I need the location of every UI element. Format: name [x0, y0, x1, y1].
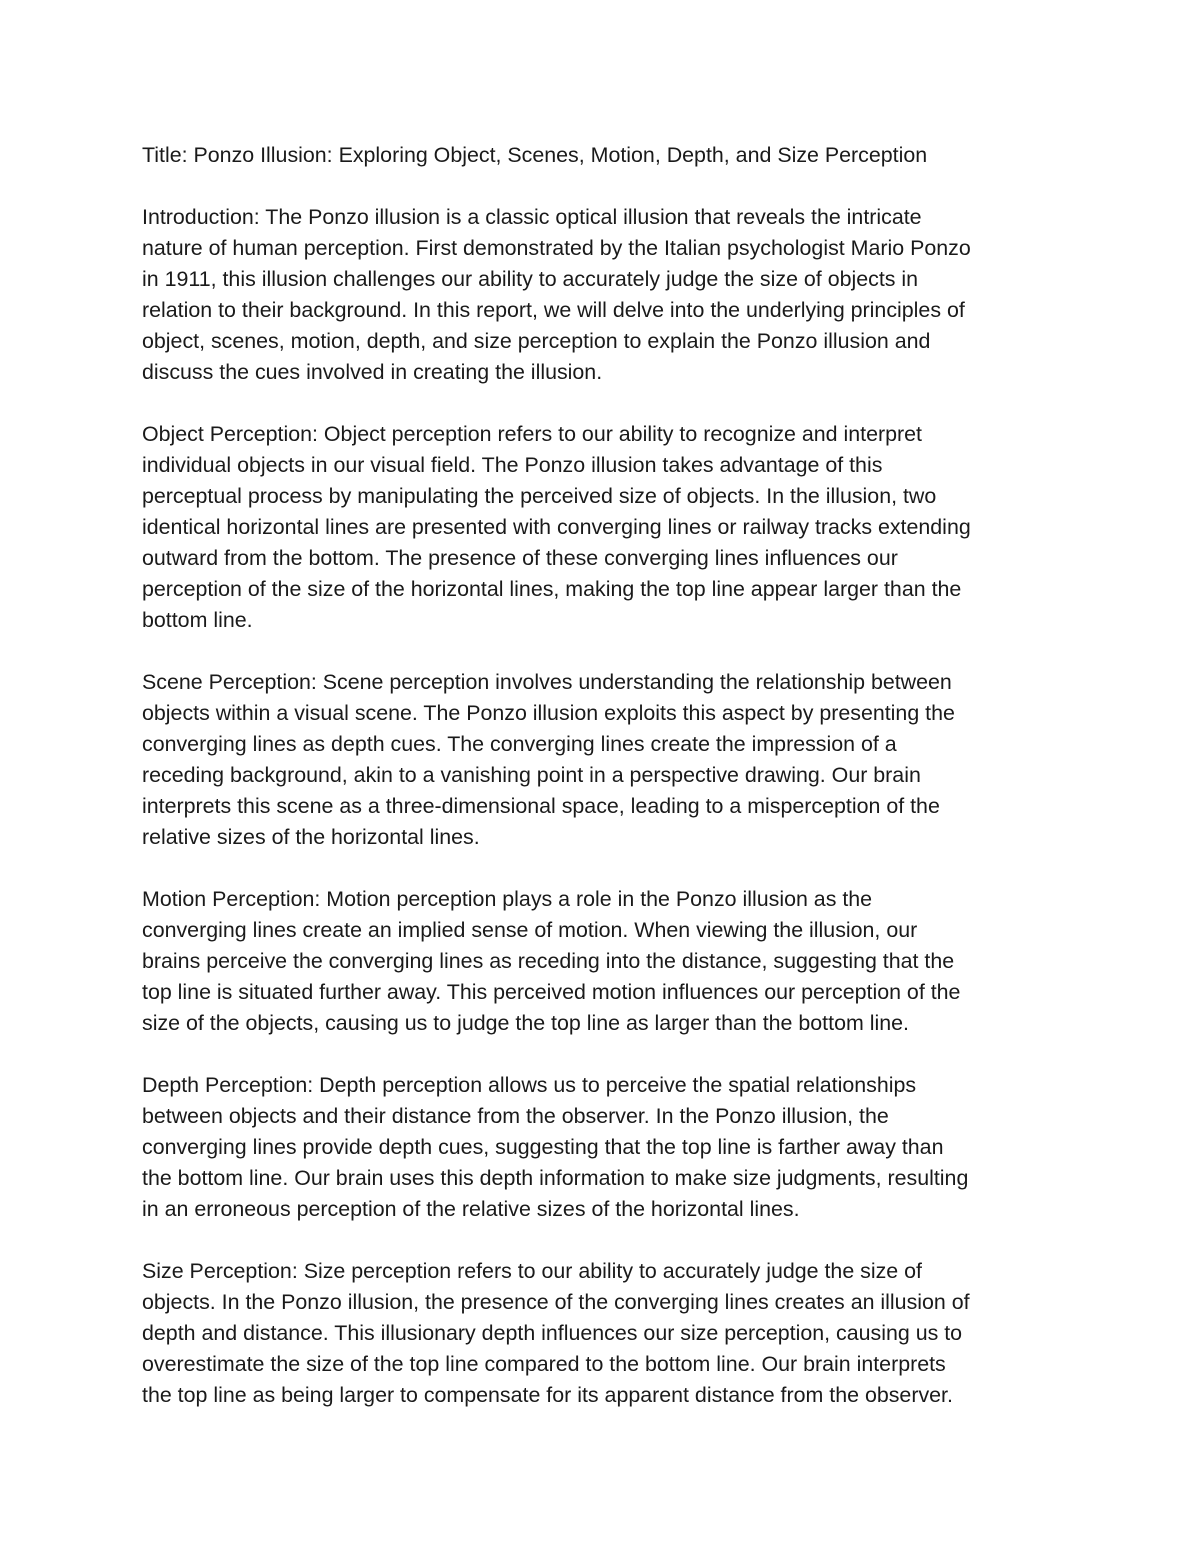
paragraph-line: converging lines provide depth cues, suggesting that the top line is farther away than [142, 1135, 944, 1159]
paragraph-size-perception [142, 1256, 1072, 1411]
paragraph-line: Motion Perception: Motion perception plays a role in the Ponzo illusion as the [142, 887, 873, 911]
paragraph-line: converging lines as depth cues. The converging lines create the impression of a [142, 732, 897, 756]
paragraph-line: nature of human perception. First demonstrated by the Italian psychologist Mario Ponzo [142, 236, 971, 260]
paragraph-line: objects. In the Ponzo illusion, the presence of the converging lines creates an illusion of [142, 1290, 970, 1314]
paragraph-line: size of the objects, causing us to judge the top line as larger than the bottom line. [142, 1011, 909, 1035]
paragraph-line: Size Perception: Size perception refers to our ability to accurately judge the size of [142, 1259, 922, 1283]
paragraph-line: perceptual process by manipulating the perceived size of objects. In the illusion, two [142, 484, 937, 508]
paragraph-line: objects within a visual scene. The Ponzo illusion exploits this aspect by presenting the [142, 701, 955, 725]
paragraph-line: between objects and their distance from the observer. In the Ponzo illusion, the [142, 1104, 889, 1128]
paragraph-line: perception of the size of the horizontal lines, making the top line appear larger than the [142, 577, 962, 601]
paragraph-line: the top line as being larger to compensate for its apparent distance from the observer. [142, 1383, 953, 1407]
document-body [142, 140, 1072, 1442]
paragraph-line: brains perceive the converging lines as receding into the distance, suggesting that the [142, 949, 955, 973]
paragraph-line: Object Perception: Object perception refers to our ability to recognize and interpret [142, 422, 922, 446]
paragraph-line: Introduction: The Ponzo illusion is a classic optical illusion that reveals the intricate [142, 205, 922, 229]
paragraph-line: overestimate the size of the top line compared to the bottom line. Our brain interprets [142, 1352, 946, 1376]
paragraph-scene-perception [142, 667, 1072, 853]
paragraph-depth-perception [142, 1070, 1072, 1225]
paragraph-line: depth and distance. This illusionary depth influences our size perception, causing us to [142, 1321, 963, 1345]
paragraph-line: relation to their background. In this report, we will delve into the underlying principles of [142, 298, 965, 322]
paragraph-line: discuss the cues involved in creating the illusion. [142, 360, 603, 384]
paragraph-line: top line is situated further away. This perceived motion influences our perception of the [142, 980, 961, 1004]
paragraph-line: receding background, akin to a vanishing point in a perspective drawing. Our brain [142, 763, 921, 787]
paragraph-line: converging lines create an implied sense of motion. When viewing the illusion, our [142, 918, 918, 942]
paragraph-line: identical horizontal lines are presented with converging lines or railway tracks extending [142, 515, 971, 539]
paragraph-object-perception [142, 419, 1072, 636]
paragraph-line: Depth Perception: Depth perception allows us to perceive the spatial relationships [142, 1073, 917, 1097]
paragraph-line: the bottom line. Our brain uses this depth information to make size judgments, resulting [142, 1166, 969, 1190]
paragraph-line: in 1911, this illusion challenges our ability to accurately judge the size of objects in [142, 267, 919, 291]
paragraph-line: individual objects in our visual field. The Ponzo illusion takes advantage of this [142, 453, 883, 477]
paragraph-introduction [142, 202, 1072, 388]
paragraph-line: in an erroneous perception of the relative sizes of the horizontal lines. [142, 1197, 800, 1221]
document-title: Title: Ponzo Illusion: Exploring Object, Scenes, Motion, Depth, and Size Perception [142, 143, 928, 167]
paragraph-line: object, scenes, motion, depth, and size perception to explain the Ponzo illusion and [142, 329, 931, 353]
paragraph-line: relative sizes of the horizontal lines. [142, 825, 480, 849]
paragraph-line: outward from the bottom. The presence of these converging lines influences our [142, 546, 898, 570]
paragraph-line: Scene Perception: Scene perception involves understanding the relationship between [142, 670, 952, 694]
paragraph-line: interprets this scene as a three-dimensional space, leading to a misperception of the [142, 794, 940, 818]
paragraph-motion-perception [142, 884, 1072, 1039]
paragraph-line: bottom line. [142, 608, 253, 632]
